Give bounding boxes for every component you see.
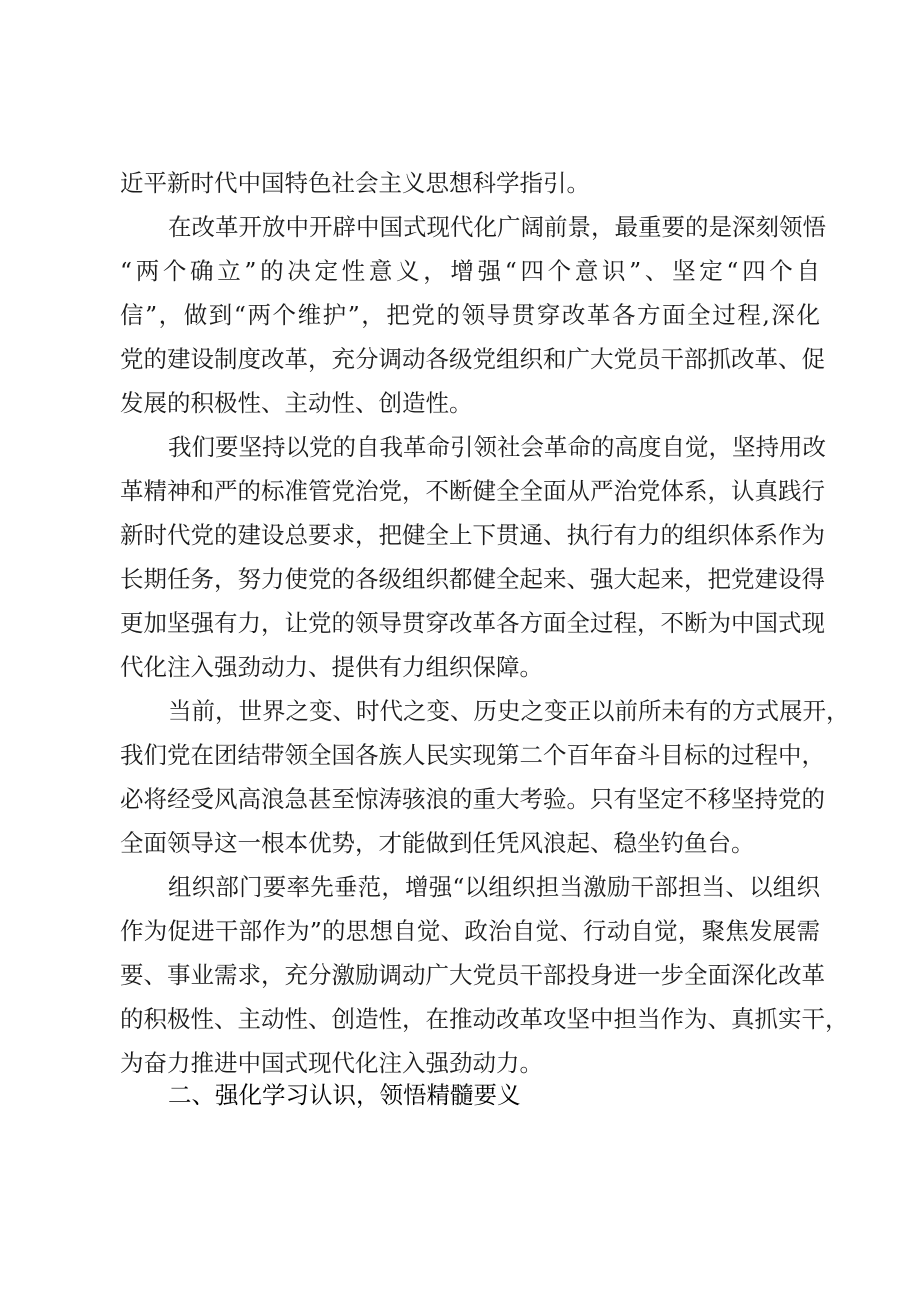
text-line: 作为促进干部作为”的思想自觉、政治自觉、行动自觉，聚焦发展需 <box>120 917 820 945</box>
text-line: 的积极性、主动性、创造性，在推动改革攻坚中担当作为、真抓实干， <box>120 1005 849 1033</box>
text-line: 新时代党的建设总要求，把健全上下贯通、执行有力的组织体系作为 <box>120 521 825 549</box>
text-line: 为奋力推进中国式现代化注入强劲动力。 <box>120 1049 543 1077</box>
text-line: 我们要坚持以党的自我革命引领社会革命的高度自觉，坚持用改 <box>168 433 826 461</box>
section-heading: 二、强化学习认识，领悟精髓要义 <box>168 1081 521 1109</box>
text-line: 更加坚强有力，让党的领导贯穿改革各方面全过程，不断为中国式现 <box>120 609 825 637</box>
text-line: 革精神和严的标准管党治党，不断健全全面从严治党体系，认真践行 <box>120 477 825 505</box>
text-line: 必将经受风高浪急甚至惊涛骇浪的重大考验。只有坚定不移坚持党的 <box>120 785 825 813</box>
text-line: “两个确立”的决定性意义，增强“四个意识”、坚定“四个自 <box>120 257 820 285</box>
text-line: 代化注入强劲动力、提供有力组织保障。 <box>120 653 543 681</box>
text-line: 近平新时代中国特色社会主义思想科学指引。 <box>120 169 590 197</box>
text-line: 信”，做到“两个维护”，把党的领导贯穿改革各方面全过程,深化 <box>120 301 820 329</box>
text-line: 要、事业需求，充分激励调动广大党员干部投身进一步全面深化改革 <box>120 961 825 989</box>
text-line: 党的建设制度改革，充分调动各级党组织和广大党员干部抓改革、促 <box>120 345 825 373</box>
text-line: 组织部门要率先垂范，增强“以组织担当激励干部担当、以组织 <box>168 873 820 901</box>
text-line: 我们党在团结带领全国各族人民实现第二个百年奋斗目标的过程中， <box>120 741 825 769</box>
text-line: 在改革开放中开辟中国式现代化广阔前景，最重要的是深刻领悟 <box>168 213 826 241</box>
text-line: 长期任务，努力使党的各级组织都健全起来、强大起来，把党建设得 <box>120 565 825 593</box>
text-line: 当前，世界之变、时代之变、历史之变正以前所未有的方式展开， <box>168 697 850 725</box>
text-line: 发展的积极性、主动性、创造性。 <box>120 389 473 417</box>
text-line: 全面领导这一根本优势，才能做到任凭风浪起、稳坐钓鱼台。 <box>120 829 755 857</box>
